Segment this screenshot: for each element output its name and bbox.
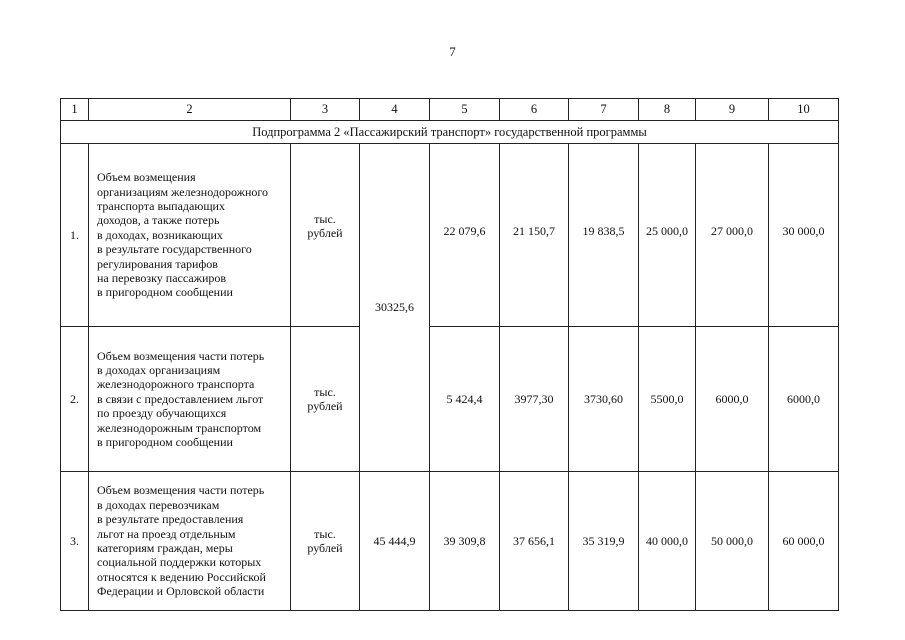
name-line: регулирования тарифов — [97, 256, 218, 271]
name-line: Федерации и Орловской области — [97, 584, 265, 599]
row-number: 3. — [61, 472, 89, 611]
data-table — [60, 98, 839, 611]
name-line: Объем возмещения части потерь — [97, 483, 265, 498]
row-indicator-name — [89, 472, 291, 611]
unit-line: тыс. — [314, 211, 336, 226]
header-cell-1: 1 — [61, 99, 89, 121]
value-cell: 21 150,7 — [500, 144, 569, 327]
value-cell: 37 656,1 — [500, 472, 569, 611]
name-line: в доходах организациям — [97, 362, 221, 377]
name-line: организациям железнодорожного — [97, 184, 268, 199]
name-line: в доходах перевозчикам — [97, 497, 220, 512]
value-cell: 40 000,0 — [639, 472, 696, 611]
name-line: Объем возмещения части потерь — [97, 348, 265, 363]
name-line: транспорта выпадающих — [97, 198, 225, 213]
name-line: железнодорожным транспортом — [97, 420, 262, 435]
page-number: 7 — [449, 44, 456, 59]
name-line: в пригородном сообщении — [97, 435, 233, 450]
value-cell: 30 000,0 — [769, 144, 839, 327]
name-line: социальной поддержки которых — [97, 555, 262, 570]
name-line: в пригородном сообщении — [97, 285, 233, 300]
value-cell: 6000,0 — [769, 327, 839, 472]
header-cell-9: 9 — [696, 99, 769, 121]
name-line: в результате государственного — [97, 242, 252, 257]
name-line: на перевозку пассажиров — [97, 271, 227, 286]
value-cell: 35 319,9 — [569, 472, 639, 611]
row-unit — [291, 144, 360, 327]
header-cell-5: 5 — [430, 99, 500, 121]
name-line: категориям граждан, меры — [97, 541, 233, 555]
name-line: в результате предоставления — [97, 512, 244, 527]
value-cell: 39 309,8 — [430, 472, 500, 611]
header-cell-3: 3 — [291, 99, 360, 121]
subprogram-title: Подпрограмма 2 «Пассажирский транспорт» государственной программы — [61, 121, 839, 144]
unit-line: рублей — [307, 226, 343, 240]
name-line: Объем возмещения — [97, 170, 196, 185]
header-row — [61, 99, 839, 121]
value-cell-col4: 45 444,9 — [360, 472, 430, 611]
value-cell: 6000,0 — [696, 327, 769, 472]
header-cell-4: 4 — [360, 99, 430, 121]
name-line: в доходах, возникающих — [97, 227, 223, 242]
subprogram-row — [61, 121, 839, 144]
value-cell: 60 000,0 — [769, 472, 839, 611]
table-row — [61, 472, 839, 611]
row-number: 1. — [61, 144, 89, 327]
value-cell: 19 838,5 — [569, 144, 639, 327]
value-cell: 22 079,6 — [430, 144, 500, 327]
name-line: доходов, а также потерь — [97, 213, 220, 228]
name-line: относятся к ведению Российской — [97, 569, 266, 584]
header-cell-8: 8 — [639, 99, 696, 121]
table-row — [61, 144, 839, 327]
unit-line: тыс. — [314, 384, 336, 399]
merged-value-col4: 30325,6 — [360, 144, 430, 472]
name-line: железнодорожного транспорта — [97, 377, 255, 392]
table-row — [61, 327, 839, 472]
row-number: 2. — [61, 327, 89, 472]
row-indicator-name — [89, 327, 291, 472]
value-cell: 3977,30 — [500, 327, 569, 472]
row-unit — [291, 327, 360, 472]
header-cell-2: 2 — [89, 99, 291, 121]
value-cell: 27 000,0 — [696, 144, 769, 327]
value-cell: 25 000,0 — [639, 144, 696, 327]
value-cell: 50 000,0 — [696, 472, 769, 611]
header-cell-10: 10 — [769, 99, 839, 121]
row-indicator-name — [89, 144, 291, 327]
value-cell: 5500,0 — [639, 327, 696, 472]
unit-line: рублей — [307, 541, 343, 555]
name-line: в связи с предоставлением льгот — [97, 391, 264, 406]
unit-line: тыс. — [314, 526, 336, 541]
name-line: льгот на проезд отдельным — [97, 526, 236, 541]
header-cell-6: 6 — [500, 99, 569, 121]
name-line: по проезду обучающихся — [97, 406, 227, 421]
unit-line: рублей — [307, 399, 343, 413]
header-cell-7: 7 — [569, 99, 639, 121]
value-cell: 5 424,4 — [430, 327, 500, 472]
row-unit — [291, 472, 360, 611]
value-cell: 3730,60 — [569, 327, 639, 472]
